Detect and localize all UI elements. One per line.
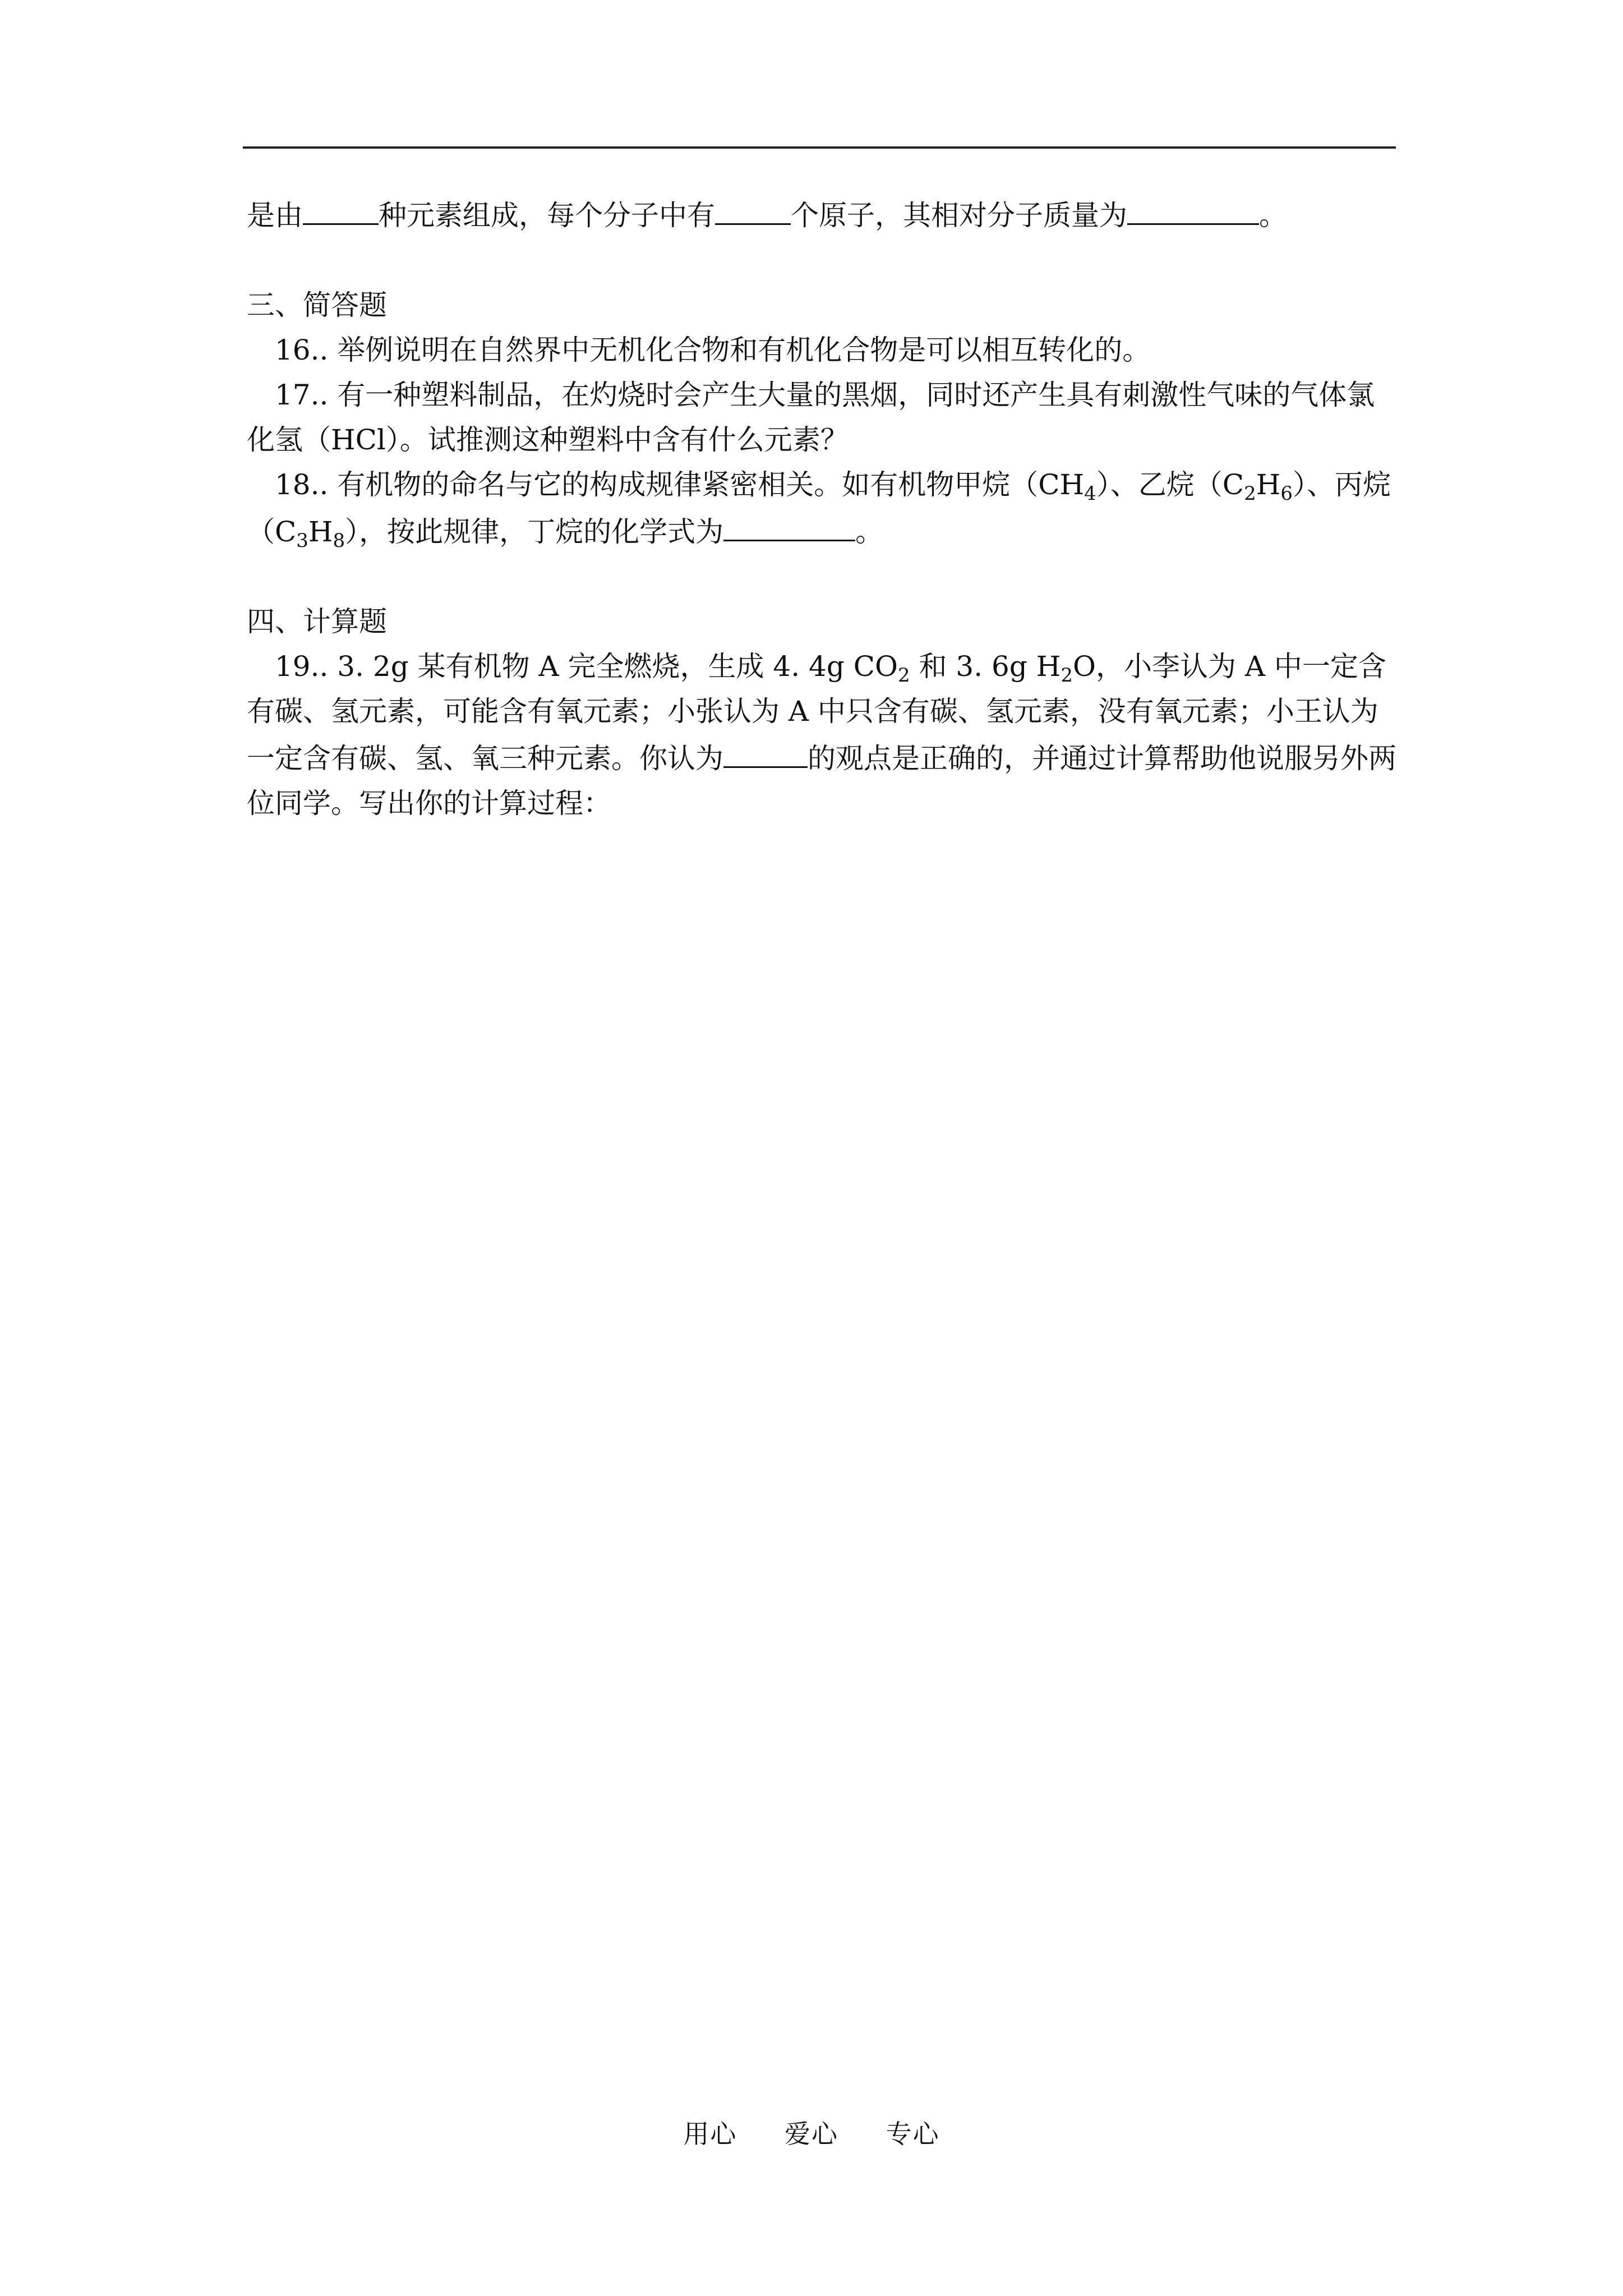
- footer-item: 专心: [886, 2119, 940, 2149]
- text-fragment: 。: [855, 516, 884, 548]
- document-body: [247, 191, 1396, 826]
- subscript: 8: [333, 530, 345, 552]
- text-fragment: 个原子，其相对分子质量为: [791, 199, 1127, 232]
- question-18: [247, 462, 1396, 554]
- subscript: 3: [296, 530, 308, 552]
- answer-blank: [715, 191, 791, 225]
- text-fragment: 种元素组成，每个分子中有: [379, 199, 715, 232]
- subscript: 2: [897, 664, 910, 687]
- question-16: 16.. 举例说明在自然界中无机化合物和有机化合物是可以相互转化的。: [275, 334, 1151, 366]
- text-fragment: H: [308, 516, 333, 548]
- footer-item: 用心: [683, 2119, 737, 2149]
- continuation-line: [247, 191, 1396, 238]
- text-fragment: O，小李认为 A 中一定含有碳、氢元素，可能含有氧元素；小张认为 A 中只含有碳、氢元素，没有氧元素；小王认为一定含有碳、氢、氧三种元素。你认为: [247, 650, 1386, 775]
- text-fragment: ）、乙烷（C: [1096, 468, 1244, 501]
- answer-blank: [303, 191, 379, 225]
- section-title-short-answer: 三、简答题: [247, 289, 387, 321]
- subscript: 4: [1084, 482, 1096, 505]
- text-fragment: 19.. 3. 2g 某有机物 A 完全燃烧，生成 4. 4g CO: [275, 650, 898, 683]
- header-rule: [243, 146, 1396, 149]
- page-footer: [0, 2114, 1623, 2151]
- text-fragment: 。: [1259, 199, 1287, 232]
- answer-blank: [723, 734, 808, 768]
- text-fragment: 和 3. 6g H: [910, 650, 1061, 683]
- question-17: 17.. 有一种塑料制品，在灼烧时会产生大量的黑烟，同时还产生具有刺激性气味的气体氯化氢（HCl）。试推测这种塑料中含有什么元素？: [247, 379, 1375, 456]
- text-fragment: ）、丙烷（C: [247, 468, 1391, 548]
- subscript: 2: [1244, 482, 1256, 505]
- question-19: [247, 644, 1396, 826]
- subscript: 6: [1280, 482, 1293, 505]
- text-fragment: 18.. 有机物的命名与它的构成规律紧密相关。如有机物甲烷（CH: [275, 468, 1085, 501]
- text-fragment: 是由: [247, 199, 303, 232]
- section-title-calculation: 四、计算题: [247, 605, 387, 638]
- text-fragment: H: [1256, 468, 1281, 501]
- text-fragment: ），按此规律，丁烷的化学式为: [345, 516, 724, 548]
- subscript: 2: [1061, 664, 1073, 687]
- answer-blank: [723, 507, 855, 541]
- footer-item: 爱心: [785, 2119, 838, 2149]
- answer-blank: [1127, 191, 1259, 225]
- text-fragment: 的观点是正确的，并通过计算帮助他说服另外两位同学。写出你的计算过程：: [247, 742, 1396, 820]
